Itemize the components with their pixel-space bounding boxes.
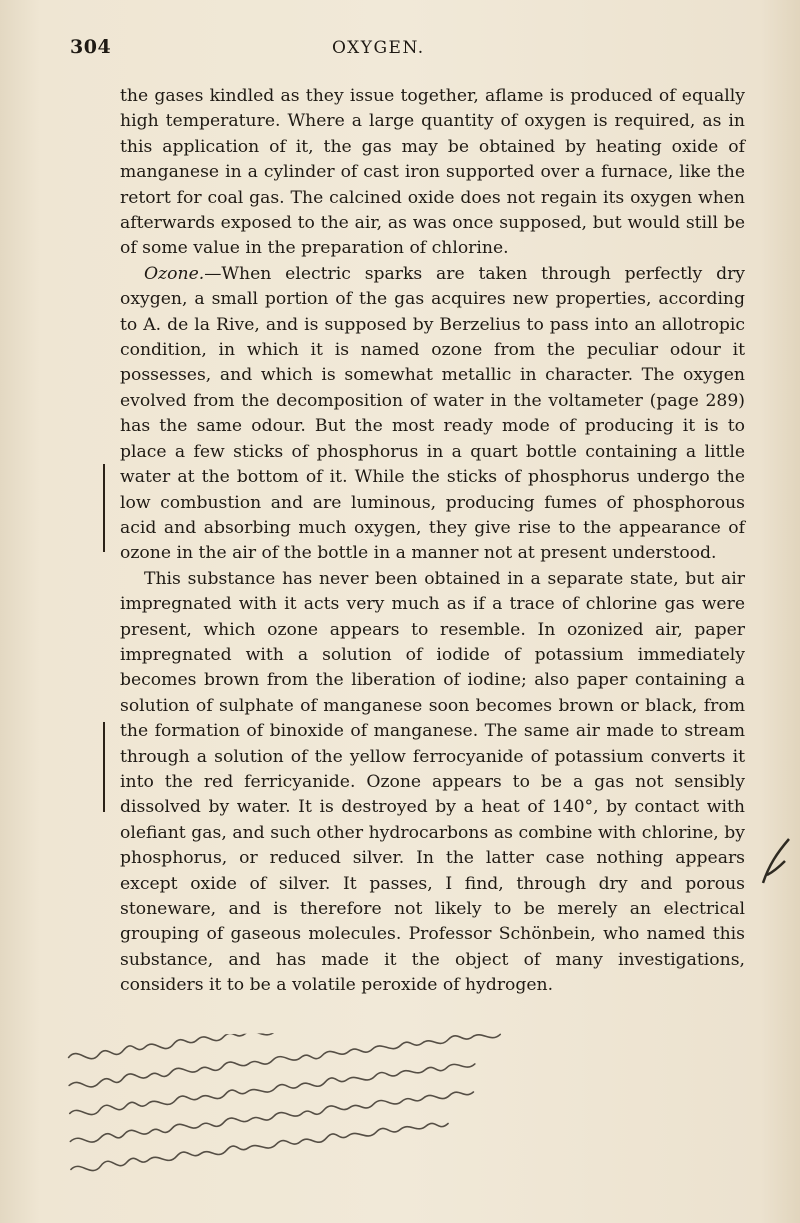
paragraph-oxygen-furnace: the gases kindled as they issue together, aflame is produced of equally high temperature. Where a large quantity of oxygen is required, as in this application of it, the gas may be obtained by heating oxide of manganese in a cylinder of cast iron supported over a furnace, like the retort for coal gas. The calcined oxide does not regain its oxygen when afterwards exposed to the air, as was once supposed, but would still be of some value in the preparation of chlorine.: [120, 86, 745, 259]
running-head: OXYGEN.: [332, 38, 425, 58]
margin-scribble-icon: [755, 835, 795, 890]
ozone-lead-text: —When electric sparks are taken through perfectly dry oxygen, a small portion: [120, 263, 745, 310]
body-text: [120, 84, 745, 999]
ozone-paragraph-text: of the gas acquires new properties, according to A. de la Rive, and is supposed by Berzelius to pass into an allotropic condition, in which it is named ozone from the peculiar odour it possesses, and which is somewhat metallic in character. The oxygen evolved from the decomposition of water in the voltameter (page 289) has the same odour. But the most ready mode of producing it is to place a few sticks of phosphorus in a quart bottle containing a little water at the bottom of it. While the sticks of phosphorus undergo the low combustion and are luminous, producing fumes of phosphorous acid and absorbing much oxygen, they give rise to the appearance of ozone in the air of the bottle in a manner not at present understood.: [120, 289, 746, 564]
paragraph-ozone: [120, 262, 745, 567]
handwritten-annotation: [58, 1022, 792, 1218]
margin-mark-bar: [103, 464, 105, 552]
paragraph-ozone-properties: This substance has never been obtained in a separate state, but air impregnated with it acts very much as if a trace of chlorine gas were present, which ozone appears to resemble. In ozonized air, paper impregnated with a solution of iodide of potassium immediately becomes brown from the liberation of iodine; also paper containing a solution of sulphate of manganese soon becomes brown or black, from the formation of binoxide of manganese. The same air made to stream through a solution of the yellow ferrocyanide of potassium converts it into the red ferricyanide. Ozone appears to be a gas not sensibly dissolved by water. It is destroyed by a heat of 140°, by contact with olefiant gas, and such other hydrocarbons as combine with chlorine, by phosphorus, or reduced silver. In the latter case nothing appears except oxide of silver. It passes, I find, through dry and porous stoneware, and is therefore not likely to be merely an electrical grouping of gaseous molecules. Professor Schönbein, who named this substance, and has made it the object of many investigations, considers it to be a volatile peroxide of hydrogen.: [120, 568, 745, 996]
page-number: 304: [70, 36, 112, 58]
margin-mark-bar: [103, 722, 105, 812]
handwriting-scribble-icon: [58, 1023, 782, 1213]
ozone-heading: Ozone.: [144, 263, 205, 284]
page-header: [0, 36, 800, 66]
